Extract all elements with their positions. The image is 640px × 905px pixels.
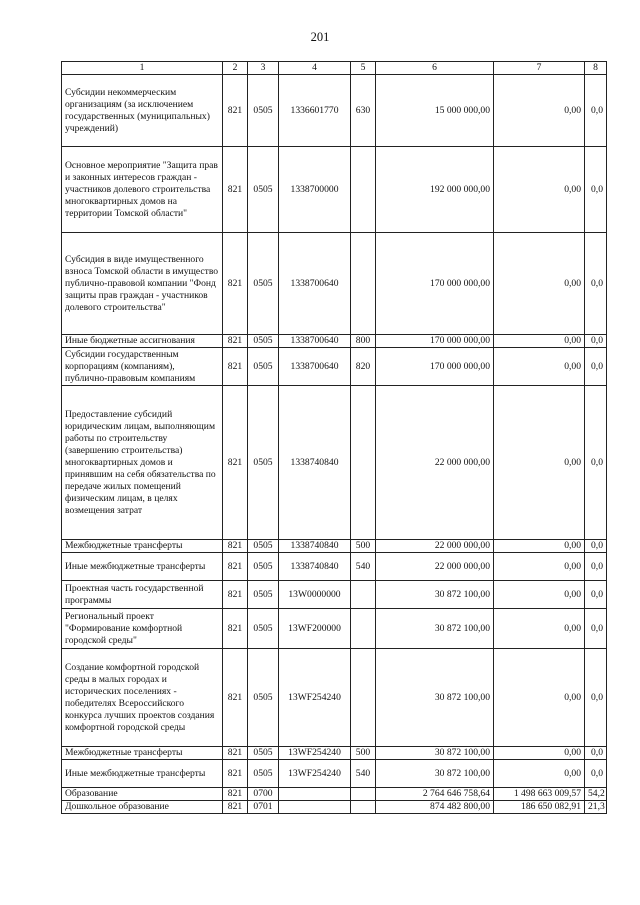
- plan-amount: 30 872 100,00: [376, 581, 494, 609]
- admin-code: 821: [223, 553, 248, 581]
- executed-amount: 0,00: [494, 335, 585, 348]
- target-code: 1338700640: [279, 348, 351, 386]
- execution-percent: 0,0: [585, 581, 607, 609]
- admin-code: 821: [223, 609, 248, 649]
- page-number: 201: [310, 30, 330, 44]
- execution-percent: 0,0: [585, 348, 607, 386]
- table-row: [62, 540, 607, 553]
- executed-amount: 0,00: [494, 760, 585, 788]
- section-code: 0701: [248, 801, 279, 814]
- row-name: Межбюджетные трансферты: [62, 540, 223, 553]
- plan-amount: 30 872 100,00: [376, 609, 494, 649]
- plan-amount: 170 000 000,00: [376, 233, 494, 335]
- execution-percent: 0,0: [585, 233, 607, 335]
- table-row: [62, 609, 607, 649]
- plan-amount: 22 000 000,00: [376, 386, 494, 540]
- row-name: Субсидии некоммерческим организациям (за исключением государственных (муниципальных) учреждений): [62, 75, 223, 147]
- executed-amount: 0,00: [494, 386, 585, 540]
- header-cell: 2: [223, 62, 248, 75]
- header-cell: 8: [585, 62, 607, 75]
- target-code: 1338740840: [279, 386, 351, 540]
- table-row: [62, 788, 607, 801]
- expense-kind-code: 630: [351, 75, 376, 147]
- header-cell: 4: [279, 62, 351, 75]
- table-row: [62, 348, 607, 386]
- plan-amount: 22 000 000,00: [376, 553, 494, 581]
- executed-amount: 0,00: [494, 581, 585, 609]
- table-row: [62, 335, 607, 348]
- execution-percent: 0,0: [585, 335, 607, 348]
- target-code: 1338740840: [279, 540, 351, 553]
- row-name: Межбюджетные трансферты: [62, 747, 223, 760]
- executed-amount: 0,00: [494, 233, 585, 335]
- section-code: 0505: [248, 233, 279, 335]
- expense-kind-code: [351, 581, 376, 609]
- row-name: Образование: [62, 788, 223, 801]
- row-name: Иные межбюджетные трансферты: [62, 553, 223, 581]
- header-row: [62, 62, 607, 75]
- execution-percent: 0,0: [585, 553, 607, 581]
- executed-amount: 0,00: [494, 540, 585, 553]
- execution-percent: 0,0: [585, 75, 607, 147]
- header-cell: 5: [351, 62, 376, 75]
- section-code: 0505: [248, 553, 279, 581]
- expense-kind-code: [351, 609, 376, 649]
- execution-percent: 21,3: [585, 801, 607, 814]
- plan-amount: 30 872 100,00: [376, 747, 494, 760]
- row-name: Региональный проект "Формирование комфортной городской среды": [62, 609, 223, 649]
- table-row: [62, 581, 607, 609]
- table-row: [62, 553, 607, 581]
- expense-kind-code: 820: [351, 348, 376, 386]
- executed-amount: 0,00: [494, 75, 585, 147]
- target-code: 13WF254240: [279, 760, 351, 788]
- table-body: [62, 75, 607, 814]
- plan-amount: 874 482 800,00: [376, 801, 494, 814]
- expense-kind-code: [351, 649, 376, 747]
- budget-table: [61, 61, 607, 814]
- expense-kind-code: 500: [351, 540, 376, 553]
- section-code: 0505: [248, 747, 279, 760]
- section-code: 0505: [248, 760, 279, 788]
- plan-amount: 30 872 100,00: [376, 649, 494, 747]
- plan-amount: 170 000 000,00: [376, 335, 494, 348]
- expense-kind-code: [351, 788, 376, 801]
- execution-percent: 0,0: [585, 147, 607, 233]
- table-row: [62, 760, 607, 788]
- row-name: Основное мероприятие "Защита прав и законных интересов граждан - участников долевого строительства многоквартирных домов на территории Томской области": [62, 147, 223, 233]
- expense-kind-code: [351, 233, 376, 335]
- target-code: 13WF254240: [279, 649, 351, 747]
- target-code: [279, 801, 351, 814]
- admin-code: 821: [223, 386, 248, 540]
- executed-amount: 0,00: [494, 649, 585, 747]
- plan-amount: 22 000 000,00: [376, 540, 494, 553]
- plan-amount: 170 000 000,00: [376, 348, 494, 386]
- table-row: [62, 75, 607, 147]
- expense-kind-code: 540: [351, 760, 376, 788]
- executed-amount: 0,00: [494, 348, 585, 386]
- expense-kind-code: 500: [351, 747, 376, 760]
- row-name: Предоставление субсидий юридическим лицам, выполняющим работы по строительству (завершению строительства) многоквартирных домов и принявшим на себя обязательства по передаче жилых помещений физическим лицам, в целях возмещения затрат: [62, 386, 223, 540]
- execution-percent: 0,0: [585, 760, 607, 788]
- plan-amount: 2 764 646 758,64: [376, 788, 494, 801]
- admin-code: 821: [223, 348, 248, 386]
- admin-code: 821: [223, 801, 248, 814]
- executed-amount: 1 498 663 009,57: [494, 788, 585, 801]
- row-name: Проектная часть государственной программы: [62, 581, 223, 609]
- expense-kind-code: [351, 386, 376, 540]
- plan-amount: 30 872 100,00: [376, 760, 494, 788]
- admin-code: 821: [223, 747, 248, 760]
- expense-kind-code: [351, 147, 376, 233]
- table-row: [62, 147, 607, 233]
- execution-percent: 0,0: [585, 386, 607, 540]
- executed-amount: 0,00: [494, 553, 585, 581]
- executed-amount: 186 650 082,91: [494, 801, 585, 814]
- expense-kind-code: 540: [351, 553, 376, 581]
- section-code: 0505: [248, 581, 279, 609]
- section-code: 0505: [248, 147, 279, 233]
- admin-code: 821: [223, 649, 248, 747]
- table-row: [62, 386, 607, 540]
- executed-amount: 0,00: [494, 747, 585, 760]
- section-code: 0505: [248, 609, 279, 649]
- target-code: 1338700640: [279, 233, 351, 335]
- section-code: 0505: [248, 386, 279, 540]
- section-code: 0700: [248, 788, 279, 801]
- header-cell: 3: [248, 62, 279, 75]
- target-code: 13WF254240: [279, 747, 351, 760]
- row-name: Субсидия в виде имущественного взноса Томской области в имущество публично-правовой компании "Фонд защиты прав граждан - участников долевого строительства": [62, 233, 223, 335]
- admin-code: 821: [223, 788, 248, 801]
- header-cell: 1: [62, 62, 223, 75]
- execution-percent: 0,0: [585, 649, 607, 747]
- admin-code: 821: [223, 147, 248, 233]
- section-code: 0505: [248, 348, 279, 386]
- target-code: 13WF200000: [279, 609, 351, 649]
- target-code: 1338700000: [279, 147, 351, 233]
- executed-amount: 0,00: [494, 609, 585, 649]
- admin-code: 821: [223, 581, 248, 609]
- admin-code: 821: [223, 75, 248, 147]
- row-name: Иные межбюджетные трансферты: [62, 760, 223, 788]
- expense-kind-code: 800: [351, 335, 376, 348]
- header-cell: 6: [376, 62, 494, 75]
- execution-percent: 0,0: [585, 540, 607, 553]
- expense-kind-code: [351, 801, 376, 814]
- section-code: 0505: [248, 75, 279, 147]
- admin-code: 821: [223, 233, 248, 335]
- target-code: 13W0000000: [279, 581, 351, 609]
- section-code: 0505: [248, 649, 279, 747]
- execution-percent: 0,0: [585, 747, 607, 760]
- executed-amount: 0,00: [494, 147, 585, 233]
- header-cell: 7: [494, 62, 585, 75]
- plan-amount: 15 000 000,00: [376, 75, 494, 147]
- target-code: 1336601770: [279, 75, 351, 147]
- row-name: Субсидии государственным корпорациям (компаниям), публично-правовым компаниям: [62, 348, 223, 386]
- admin-code: 821: [223, 540, 248, 553]
- target-code: [279, 788, 351, 801]
- section-code: 0505: [248, 335, 279, 348]
- table-row: [62, 801, 607, 814]
- admin-code: 821: [223, 335, 248, 348]
- row-name: Иные бюджетные ассигнования: [62, 335, 223, 348]
- admin-code: 821: [223, 760, 248, 788]
- table-row: [62, 649, 607, 747]
- target-code: 1338700640: [279, 335, 351, 348]
- table-row: [62, 747, 607, 760]
- target-code: 1338740840: [279, 553, 351, 581]
- row-name: Создание комфортной городской среды в малых городах и исторических поселениях - победителях Всероссийского конкурса лучших проектов создания комфортной городской среды: [62, 649, 223, 747]
- execution-percent: 0,0: [585, 609, 607, 649]
- section-code: 0505: [248, 540, 279, 553]
- table-row: [62, 233, 607, 335]
- execution-percent: 54,2: [585, 788, 607, 801]
- row-name: Дошкольное образование: [62, 801, 223, 814]
- plan-amount: 192 000 000,00: [376, 147, 494, 233]
